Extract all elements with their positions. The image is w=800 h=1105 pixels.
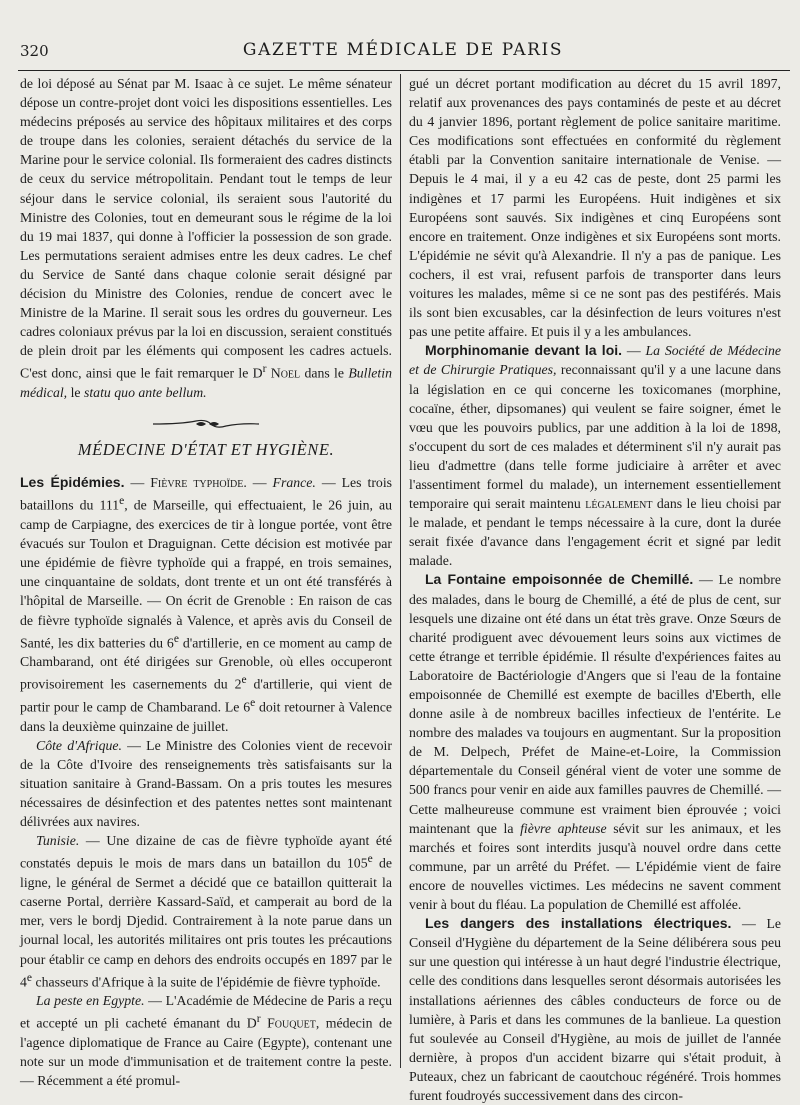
epidemics-paragraph: [20, 473, 392, 736]
morphinomanie-text: reconnaissant qu'il y a une lacune dans la législation en ce qui concerne les toxicomanes (morphine, cocaïne, éther, dipsomanes) qui veulent se faire soigner, émet le vœu que les pouvoirs publics, par une addition à la loi de 1898, s'occupent du sort de ces malades et déterminent s'il n'y aurait pas lieu d'admettre (dans telle forme judiciaire à arrêter et avec l'assentiment formel du malade), un internement essentiellement temporaire qui serait maintenu: [409, 362, 782, 512]
legalement-word: légalement: [585, 496, 653, 512]
dash: —: [124, 475, 151, 491]
left-column: [20, 74, 392, 1090]
fontaine-text: — Le nombre des malades, dans le bourg de Chemillé, a été de plus de cent, sur lesquels une dizaine ont été dans un état très grave. Onze Sœurs de charité prodiguent avec dévouement leurs soins aux victimes de cette étrange et terrible épidémie. Il résulte d'expériences faites au Laboratoire de Bactériologie d'Angers que si l'eau de la fontaine empoisonnée de Chemillé est exempte de bacilles d'Eberth, elle donne asile à de nombreux bacilles infectieux de l'entérite. Le nombre des malades va toujours en augmentant. Sur la proposition de M. Delpech, Préfet de Maine-et-Loire, la Commission départementale du Conseil général vient de voter une somme de 500 francs pour venir en aide aux familles pauvres de Chemillé. — Cette malheureuse commune est vraiment bien éprouvée ; voici maintenant que la: [409, 572, 781, 836]
bulletin-title: Bulletin médical,: [20, 366, 392, 401]
tunisie-text: — Une dizaine de cas de fièvre typhoïde ayant été constatés depuis le mois de mars dans un bataillon du 105: [20, 833, 392, 872]
cote-afrique-label: Côte d'Afrique.: [36, 737, 122, 753]
epidemics-text: d'artillerie, en ce moment au camp de Chambarand, ont été dirigées sur Grenoble, où elles occuperont provisoirement les casernements du 2: [20, 635, 393, 692]
right-column: [409, 74, 781, 1105]
superscript: e: [173, 632, 179, 645]
senate-text-end: le: [67, 385, 84, 401]
peste-continued-paragraph: gué un décret portant modification au décret du 15 avril 1897, relatif aux provenances des pays contaminés de peste et au décret du 4 janvier 1896, portant règlement de police sanitaire maritime. Ces modifications sont effectuées en conformité du règlement établi par la Convention sanitaire internationale de Venise. — Depuis le 4 mai, il y a eu 42 cas de peste, dont 25 parmi les indigènes et 17 parmi les Européens. Huit indigènes et six Européens sont sauvés. Six indigènes et cinq Européens sont encore en traitement. Onze indigènes et six Européens sont morts. L'épidémie ne sévit qu'à Alexandrie. Il n'y a pas de panique. Les cochers, il est vrai, refusent parfois de transporter dans leurs voitures les malades, même si ce ne sont pas des pestiférés. Mais ils sont bien excusables, car la désinfection de leurs voitures n'est pas une petite affaire. Et puis il y a les ambulances.: [409, 76, 781, 340]
typhoid-label: Fièvre typhoïde.: [150, 475, 247, 491]
section-title: MÉDECINE D'ÉTAT ET HYGIÈNE.: [77, 440, 335, 460]
latin-phrase: statu quo ante bellum.: [83, 385, 207, 401]
fontaine-paragraph: [409, 570, 781, 914]
superscript: e: [26, 971, 33, 984]
dash: —: [622, 343, 646, 359]
superscript: e: [241, 674, 247, 687]
page-header: [20, 40, 786, 66]
fontaine-text: sévit sur les animaux, et les marchés et foires sont interdits jusqu'à nouvel ordre dans cette commune, par un arrêté du Préfet. — L'épidémie vient de faire encore de nouvelles victimes. Les médecins ne savent comment venir à bout du fléau. La population de Chemillé est affolée.: [409, 820, 781, 913]
page-number: 320: [20, 42, 49, 60]
cote-afrique-text: — Le Ministre des Colonies vient de recevoir de la Côte d'Ivoire des renseignements très satisfaisants sur la situation sanitaire à Grand-Bassam. On a pris toutes les mesures nécessaires de désinfection et des patentes nettes sont maintenant délivrées aux navires.: [20, 737, 392, 830]
ornament-divider: [20, 416, 392, 430]
senate-text-mid: dans le: [300, 366, 349, 381]
senate-text: de loi déposé au Sénat par M. Isaac à ce sujet. Le même sénateur dépose un contre-projet dont voici les dispositions essentielles. Les médecins préposés au service des hôpitaux militaires et des corps de troupe dans les colonies, seraient détachés du service de la Marine pour le service colonial. Ils formeraient des cadres distincts de ceux du service métropolitain. Pendant tout le temps de leur séjour dans le service colonial, ils seraient sous l'autorité du Ministre des Colonies, tout en demeurant sous le régime de la loi du 19 mai 1837, qui donne à l'officier la possession de son grade. Les permutations seraient admises entre les deux cadres. Le chef du Service de Santé dans chaque colonie serait désigné par décision du Ministre des Colonies, rendue de concert avec le Ministre de la Marine. Il serait sous les ordres du gouverneur. Les cadres coloniaux prévus par la loi en discussion, seraient constitués de plein droit par les éléments qui composent les cadres actuels. C'est donc, ainsi que le fait remarquer le D: [20, 76, 392, 381]
author-name: Noel: [270, 366, 301, 381]
superscript: e: [119, 495, 125, 508]
superscript: r: [256, 1013, 261, 1026]
superscript: r: [262, 363, 267, 376]
electricite-paragraph: [409, 914, 781, 1105]
fievre-aphteuse: fièvre aphteuse: [520, 820, 607, 836]
senate-paragraph: [20, 74, 392, 402]
epidemics-text: , de Marseille, qui effectuaient, le 26 juin, au camp de Carpiagne, des exercices de tir à longue portée, vont être évacués sur Toulon et Draguignan. Cette décision est motivée par une épidémie de fièvre typhoïde qui a frappé, en trois semaines, une cinquantaine de soldats, dont trente et un ont été transférés à l'hôpital de Marseille. — On écrit de Grenoble : En raison de cas de fièvre typhoïde signalés à Valence, et après avis du Conseil de Santé, les dix batteries du 6: [20, 497, 392, 651]
peste-label: La peste en Egypte.: [36, 993, 145, 1009]
tunisie-text: de ligne, le général de Sermet a décidé que ce bataillon quitterait la caserne Portal, derrière Kassard-Saïd, et camperait au bord de la mer, vers le bordj Djedid. Contrairement à la note parue dans un journal local, les autorités militaires ont pris toutes les précautions pour établir ce camp en dehors des endroits occupés en 1897 par le 4: [20, 856, 392, 990]
electricite-heading: Les dangers des installations électriques.: [425, 915, 732, 932]
journal-title: GAZETTE MÉDICALE DE PARIS: [242, 40, 564, 60]
epidemics-text: doit retourner à Valence dans la deuxième quinzaine de juillet.: [20, 699, 393, 734]
society-name: La Société de Médecine et de Chirurgie Pratiques,: [409, 343, 781, 378]
peste-text: , médecin de l'agence diplomatique de France au Caire (Egypte), contenant une note sur un mode d'immunisation et de traitement contre la peste.— Récemment a été promul-: [20, 1015, 392, 1089]
cote-afrique-paragraph: [20, 736, 392, 831]
tunisie-text: chasseurs d'Afrique à la suite de l'épidémie de fièvre typhoïde.: [32, 974, 381, 990]
tunisie-paragraph: [20, 831, 392, 991]
electricite-text: — Le Conseil d'Hygiène du département de la Seine délibérera sous peu sur une question qui intéresse à un haut degré l'industrie électrique, celle des conditions dans lesquelles seront désormais autorisées les installations aériennes des câbles conducteurs de force ou de lumière, à Paris et dans les communes de la banlieue. La question fut soulevée au Conseil d'Hygiène, au mois de juillet de l'année dernière, à propos d'un accident bizarre qui s'était produit, à Puteaux, chez un fabricant de caoutchouc régénéré. Trois hommes furent foudroyés successivement dans des circon-: [409, 916, 781, 1103]
tunisie-label: Tunisie.: [36, 833, 80, 849]
flourish-ornament: [151, 418, 261, 430]
morphinomanie-paragraph: [409, 341, 781, 570]
morphinomanie-heading: Morphinomanie devant la loi.: [425, 342, 623, 359]
peste-paragraph: [20, 991, 392, 1090]
epidemics-heading: Les Épidémies.: [20, 474, 125, 491]
peste-text: — L'Académie de Médecine de Paris a reçu et accepté un pli cacheté émanant du D: [20, 993, 392, 1031]
superscript: e: [250, 697, 256, 710]
column-divider: [400, 74, 401, 1068]
fontaine-heading: La Fontaine empoisonnée de Chemillé.: [425, 571, 694, 588]
dash: —: [246, 475, 273, 491]
header-rule: [18, 70, 790, 71]
epidemics-text: d'artillerie, qui vient de partir pour le camp de Chambarand. Le 6: [20, 677, 392, 715]
morphinomanie-text: dans le lieu choisi par le malade, et pendant le temps nécessaire à la cure, dont la durée serait fixée d'avance dans l'engagement écrit et signé par ledit malade.: [409, 496, 781, 569]
epidemics-text: — Les trois bataillons du 111: [20, 475, 393, 513]
fouquet-name: Fouquet: [267, 1015, 316, 1031]
superscript: e: [367, 853, 373, 866]
france-label: France.: [272, 475, 316, 491]
